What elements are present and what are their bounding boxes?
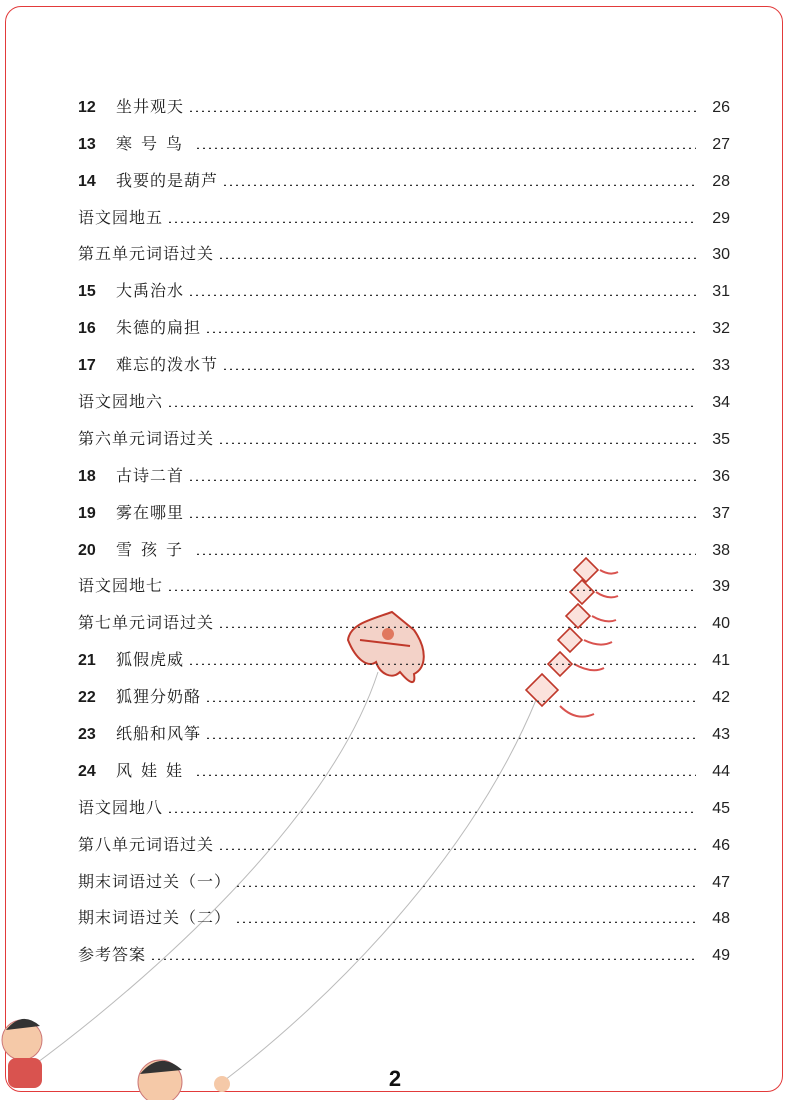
toc-entry[interactable] — [78, 744, 730, 781]
dot-leader — [188, 110, 696, 112]
toc-entry[interactable] — [78, 375, 730, 412]
toc-entry[interactable] — [78, 633, 730, 670]
entry-title: 古诗二首 — [116, 465, 185, 485]
dot-leader — [150, 958, 696, 960]
entry-title: 语文园地六 — [78, 392, 164, 412]
toc-entry[interactable] — [78, 523, 730, 560]
entry-page-number: 49 — [712, 947, 730, 965]
dot-leader — [218, 848, 696, 850]
entry-title: 狐假虎威 — [116, 650, 185, 670]
entry-page-number: 31 — [712, 283, 730, 301]
lesson-number: 12 — [78, 98, 96, 116]
dot-leader — [195, 147, 696, 149]
dot-leader — [167, 589, 696, 591]
lesson-number: 15 — [78, 283, 96, 301]
entry-title: 参考答案 — [78, 945, 147, 965]
lesson-number: 24 — [78, 762, 96, 780]
entry-title: 第五单元词语过关 — [78, 244, 215, 264]
entry-title: 第六单元词语过关 — [78, 428, 215, 448]
lesson-number: 16 — [78, 320, 96, 338]
toc-entry[interactable] — [78, 818, 730, 855]
page-number: 2 — [388, 1066, 402, 1091]
lesson-number: 20 — [78, 541, 96, 559]
toc-entry[interactable] — [78, 707, 730, 744]
dot-leader — [188, 294, 696, 296]
entry-title: 雾在哪里 — [116, 502, 185, 522]
entry-title: 风娃娃 — [116, 760, 192, 780]
entry-page-number: 45 — [712, 799, 730, 817]
toc-entry[interactable] — [78, 80, 730, 117]
entry-page-number: 38 — [712, 541, 730, 559]
entry-page-number: 27 — [712, 135, 730, 153]
entry-page-number: 40 — [712, 615, 730, 633]
toc-entry[interactable] — [78, 301, 730, 338]
entry-page-number: 42 — [712, 689, 730, 707]
dot-leader — [205, 737, 696, 739]
dot-leader — [195, 774, 696, 776]
dot-leader — [167, 221, 696, 223]
dot-leader — [167, 405, 696, 407]
dot-leader — [222, 184, 696, 186]
entry-page-number: 36 — [712, 467, 730, 485]
lesson-number: 23 — [78, 726, 96, 744]
entry-page-number: 32 — [712, 320, 730, 338]
entry-title: 难忘的泼水节 — [116, 355, 219, 375]
toc-entry[interactable] — [78, 117, 730, 154]
toc-entry[interactable] — [78, 855, 730, 892]
toc-entry[interactable] — [78, 486, 730, 523]
entry-title: 期末词语过关（二） — [78, 908, 232, 928]
lesson-number: 18 — [78, 467, 96, 485]
dot-leader — [235, 885, 696, 887]
entry-page-number: 30 — [712, 246, 730, 264]
entry-page-number: 44 — [712, 762, 730, 780]
entry-page-number: 41 — [712, 652, 730, 670]
toc-entry[interactable] — [78, 596, 730, 633]
entry-page-number: 43 — [712, 726, 730, 744]
dot-leader — [218, 257, 696, 259]
entry-page-number: 35 — [712, 430, 730, 448]
entry-title: 期末词语过关（一） — [78, 871, 232, 891]
dot-leader — [205, 331, 696, 333]
entry-title: 语文园地七 — [78, 576, 164, 596]
toc-entry[interactable] — [78, 154, 730, 191]
dot-leader — [188, 663, 696, 665]
toc-entry[interactable] — [78, 338, 730, 375]
dot-leader — [167, 811, 696, 813]
lesson-number: 21 — [78, 652, 96, 670]
dot-leader — [218, 442, 696, 444]
lesson-number: 19 — [78, 504, 96, 522]
entry-title: 寒号鸟 — [116, 133, 192, 153]
entry-title: 第八单元词语过关 — [78, 834, 215, 854]
entry-title: 狐狸分奶酪 — [116, 687, 202, 707]
dot-leader — [205, 700, 696, 702]
entry-title: 雪孩子 — [116, 539, 192, 559]
entry-title: 语文园地五 — [78, 207, 164, 227]
entry-page-number: 37 — [712, 504, 730, 522]
lesson-number: 14 — [78, 172, 96, 190]
dot-leader — [235, 921, 696, 923]
table-of-contents — [78, 80, 730, 965]
toc-entry[interactable] — [78, 928, 730, 965]
dot-leader — [195, 553, 696, 555]
dot-leader — [218, 626, 696, 628]
toc-entry[interactable] — [78, 412, 730, 449]
entry-page-number: 29 — [712, 209, 730, 227]
toc-entry[interactable] — [78, 264, 730, 301]
lesson-number: 17 — [78, 357, 96, 375]
toc-entry[interactable] — [78, 191, 730, 228]
entry-page-number: 34 — [712, 394, 730, 412]
entry-title: 第七单元词语过关 — [78, 613, 215, 633]
lesson-number: 13 — [78, 135, 96, 153]
toc-entry[interactable] — [78, 560, 730, 597]
entry-page-number: 33 — [712, 357, 730, 375]
entry-page-number: 47 — [712, 873, 730, 891]
entry-page-number: 39 — [712, 578, 730, 596]
entry-title: 语文园地八 — [78, 797, 164, 817]
toc-entry[interactable] — [78, 781, 730, 818]
lesson-number: 22 — [78, 689, 96, 707]
entry-title: 大禹治水 — [116, 281, 185, 301]
dot-leader — [188, 516, 696, 518]
entry-title: 坐井观天 — [116, 96, 185, 116]
dot-leader — [222, 368, 696, 370]
toc-entry[interactable] — [78, 228, 730, 265]
entry-title: 我要的是葫芦 — [116, 170, 219, 190]
entry-title: 纸船和风筝 — [116, 724, 202, 744]
toc-entry[interactable] — [78, 892, 730, 929]
toc-entry[interactable] — [78, 449, 730, 486]
toc-entry[interactable] — [78, 670, 730, 707]
entry-page-number: 46 — [712, 836, 730, 854]
entry-page-number: 28 — [712, 172, 730, 190]
entry-page-number: 26 — [712, 98, 730, 116]
entry-page-number: 48 — [712, 910, 730, 928]
dot-leader — [188, 479, 696, 481]
entry-title: 朱德的扁担 — [116, 318, 202, 338]
